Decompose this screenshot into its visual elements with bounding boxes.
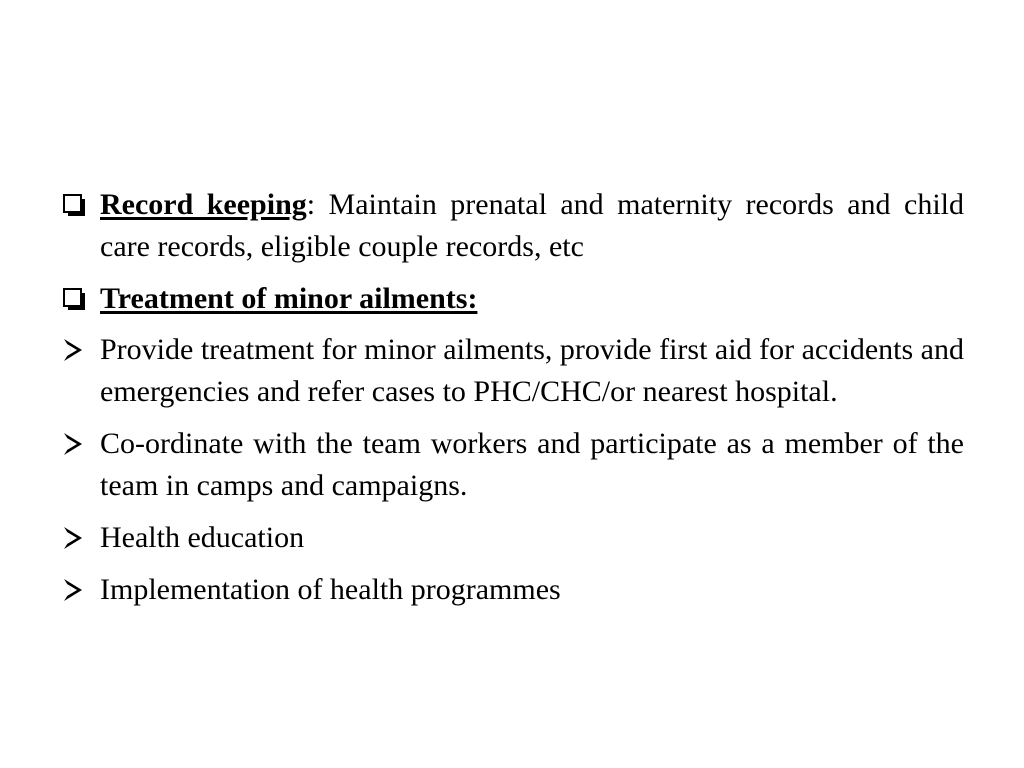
bullet-text: : Maintain prenatal and maternity records and child care records, eligible couple records, etc xyxy=(100,188,964,263)
bullet-implementation-programmes xyxy=(62,569,964,611)
bullet-provide-treatment xyxy=(62,329,964,413)
bullet-text: Co-ordinate with the team workers and participate as a member of the team in camps and campaigns. xyxy=(100,427,964,502)
bullet-record-keeping xyxy=(62,184,964,268)
bullet-text: Implementation of health programmes xyxy=(100,573,561,606)
bullet-list xyxy=(62,184,964,611)
arrowhead-bullet-icon xyxy=(62,329,92,371)
bullet-treatment-minor-ailments xyxy=(62,278,964,320)
bullet-term: Treatment of minor ailments: xyxy=(100,282,478,315)
bullet-term: Record keeping xyxy=(100,188,307,221)
bullet-coordinate-team xyxy=(62,423,964,507)
checkbox-square-bullet-icon xyxy=(62,278,92,320)
bullet-text: Health education xyxy=(100,521,305,554)
arrowhead-bullet-icon xyxy=(62,423,92,465)
arrowhead-bullet-icon xyxy=(62,517,92,559)
arrowhead-bullet-icon xyxy=(62,569,92,611)
checkbox-square-bullet-icon xyxy=(62,184,92,226)
bullet-health-education xyxy=(62,517,964,559)
bullet-text: Provide treatment for minor ailments, provide first aid for accidents and emergencies and refer cases to PHC/CHC/or nearest hospital. xyxy=(100,333,964,408)
